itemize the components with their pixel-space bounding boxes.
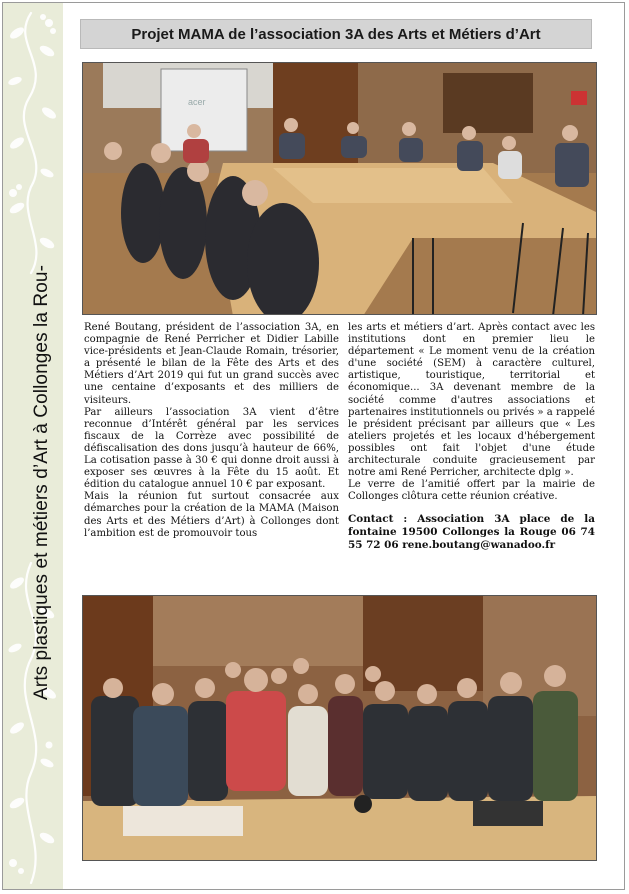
article-paragraph: Le verre de l’amitié offert par la mairie de Collonges clôtura cette réunion créative. [348, 479, 595, 503]
contact-info: Contact : Association 3A place de la fontaine 19500 Collonges la Rouge 06 74 55 72 06 rene.boutang@wanadoo.fr [348, 513, 595, 552]
article-column-right [348, 322, 595, 552]
meeting-photo [82, 62, 597, 315]
article-paragraph: Mais la réunion fut surtout consacrée aux démarches pour la création de la MAMA (Maison des Arts et des Métiers d’Art) à Collonges dont l’ambition est de promouvoir tous [84, 491, 339, 539]
article-column-left [84, 322, 339, 540]
group-photo [82, 595, 597, 861]
vertical-title: Arts plastiques et métiers d’Art à Collonges la Rou- [31, 264, 52, 700]
article-paragraph: René Boutang, président de l’association 3A, en compagnie de René Perricher et Didier Labille vice-présidents et Jean-Claude Romain, trésorier, a présenté le bilan de la Fête des Arts et des Métiers d’Art 2019 qui fut un grand succès avec une centaine d’exposants et des milliers de visiteurs. [84, 322, 339, 406]
page-title: Projet MAMA de l’association 3A des Arts et Métiers d’Art [80, 19, 592, 49]
article-paragraph: les arts et métiers d’art. Après contact avec les institutions dont en premier lieu le département « Le moment venu de la création d'une société (SEM) à caractère culturel, artistique, touristique, territorial et économique... 3A devenant membre de la société comme d'autres associations et partenaires institutionnels ou privés » a rappelé le président précisant par ailleurs que « Les ateliers projetés et les locaux d'hébergement possibles ont fait l'objet d'une étude architecturale conduite gracieusement par notre ami René Perricher, architecte dplg ». [348, 322, 595, 479]
projector-screen-label: acer [188, 97, 206, 107]
article-paragraph: Par ailleurs l’association 3A vient d’être reconnue d’Intérêt général par les services fiscaux de la Corrèze avec possibilité de défiscalisation des dons jusqu’à hauteur de 66%, La cotisation passe à 30 € qui donne droit aussi à exposer ses œuvres à la Fête du 15 août. Et édition du catalogue annuel 10 € par exposant. [84, 406, 339, 491]
